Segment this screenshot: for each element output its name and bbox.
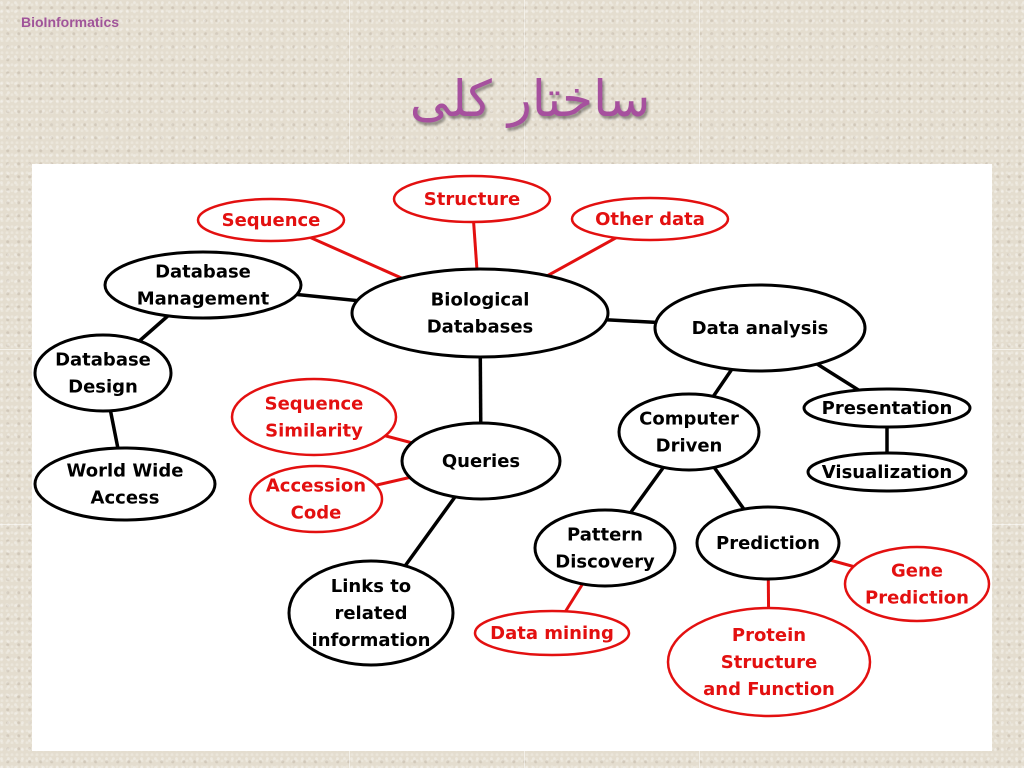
node-bio-label: Databases [426,316,534,338]
node-protein-label: and Function [703,679,835,700]
node-dbm-label: Management [136,288,270,310]
node-bio-ellipse [352,269,608,357]
slide-title: ساختار کلی [409,70,651,128]
node-protein-label: Protein [731,625,807,646]
node-pattern-label: Discovery [555,551,655,573]
node-seq-label: Sequence [221,210,321,231]
node-acc-label: Code [290,502,342,524]
node-pattern-label: Pattern [567,524,643,546]
node-www-label: World Wide [66,460,184,482]
node-pattern [535,510,675,586]
node-acc [250,466,382,532]
node-vis [808,453,966,491]
node-seqsim-label: Sequence [264,393,364,415]
node-acc-label: Accession [265,475,367,497]
node-mining-label: Data mining [490,623,614,644]
node-queries [402,423,560,499]
node-bio-label: Biological [430,289,530,311]
node-seqsim-label: Similarity [265,420,363,442]
node-links [289,561,453,665]
node-dbm [105,252,301,318]
node-pres-label: Presentation [821,398,953,419]
mind-map-panel [32,164,992,751]
node-pres [804,389,970,427]
node-mining [475,611,629,655]
node-seq [198,199,344,241]
mind-map-diagram [32,164,992,751]
node-gene-label: Prediction [865,587,969,609]
node-links-label: related [334,603,408,624]
node-analysis-label: Data analysis [691,318,829,339]
node-www-label: Access [90,487,160,509]
node-protein-label: Structure [720,652,818,673]
node-comp-label: Driven [655,435,723,457]
node-struct-label: Structure [423,189,521,210]
node-gene-ellipse [845,547,989,621]
node-dbd-label: Design [68,376,138,398]
node-links-label: Links to [330,576,412,597]
node-dbm-label: Database [155,261,251,283]
node-queries-label: Queries [441,451,521,472]
node-www-ellipse [35,448,215,520]
node-protein [668,608,870,716]
node-struct [394,176,550,222]
node-analysis [655,285,865,371]
node-dbd [35,335,171,411]
node-pred [697,507,839,579]
node-links-label: information [311,630,431,651]
nodes-layer [35,176,989,716]
node-pred-label: Prediction [716,533,820,554]
brand-label: BioInformatics [21,14,120,30]
node-www [35,448,215,520]
node-pattern-ellipse [535,510,675,586]
node-dbd-label: Database [55,349,151,371]
node-dbd-ellipse [35,335,171,411]
node-comp-ellipse [619,394,759,470]
node-seqsim-ellipse [232,379,396,455]
node-bio [352,269,608,357]
node-comp [619,394,759,470]
node-other [572,198,728,240]
node-vis-label: Visualization [821,462,953,483]
node-seqsim [232,379,396,455]
node-gene-label: Gene [890,560,944,582]
node-other-label: Other data [595,209,705,230]
node-gene [845,547,989,621]
node-comp-label: Computer [639,408,739,430]
